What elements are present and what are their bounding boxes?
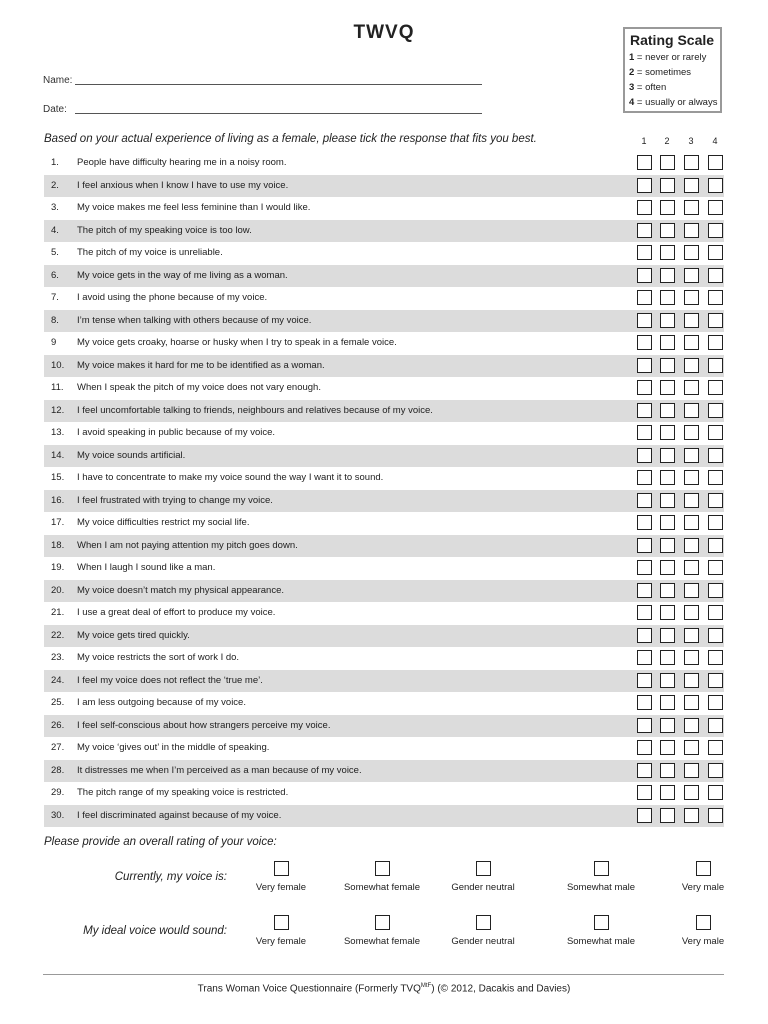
rating-checkbox-1[interactable] [637,515,652,530]
question-text: When I am not paying attention my pitch goes down. [77,539,298,551]
question-text: My voice difficulties restrict my social life. [77,517,250,528]
currently-very-male-checkbox[interactable] [696,861,711,876]
question-number: 22. [51,629,65,641]
question-text: I avoid speaking in public because of my voice. [77,427,276,438]
name-field[interactable] [75,84,482,85]
question-number: 28. [51,764,65,776]
question-text: My voice doesn’t match my physical appearance. [77,584,284,596]
rating-checkbox-4[interactable] [708,448,723,463]
rating-checkbox-4[interactable] [708,470,723,485]
rating-checkbox-4[interactable] [708,515,723,530]
rating-checkbox-1[interactable] [637,560,652,575]
rating-checkbox-1[interactable] [637,785,652,800]
question-text: I use a great deal of effort to produce my voice. [77,607,276,618]
rating-checkbox-2[interactable] [660,358,675,373]
ideal-very-female-checkbox[interactable] [274,915,289,930]
rating-checkbox-1[interactable] [637,178,652,193]
rating-checkbox-1[interactable] [637,493,652,508]
rating-checkbox-4[interactable] [708,785,723,800]
currently-very-female-checkbox[interactable] [274,861,289,876]
question-text: My voice restricts the sort of work I do. [77,652,240,663]
rating-checkbox-1[interactable] [637,628,652,643]
rating-checkbox-4[interactable] [708,200,723,215]
rating-checkbox-2[interactable] [660,290,675,305]
rating-checkbox-2[interactable] [660,515,675,530]
instructions: Based on your actual experience of living as a female, please tick the response that fits you best. [44,133,537,145]
question-text: My voice gets croaky, hoarse or husky when I try to speak in a female voice. [77,337,397,348]
name-label: Name: [43,75,73,86]
rating-checkbox-2[interactable] [660,155,675,170]
rating-checkbox-1[interactable] [637,313,652,328]
question-text: I am less outgoing because of my voice. [77,697,246,708]
rating-checkbox-2[interactable] [660,380,675,395]
rating-checkbox-1[interactable] [637,358,652,373]
question-text: I avoid using the phone because of my voice. [77,292,268,303]
question-text: My voice gets in the way of me living as a woman. [77,269,288,281]
currently-option-label: Very female [255,882,307,893]
rating-checkbox-3[interactable] [684,290,699,305]
rating-checkbox-4[interactable] [708,695,723,710]
rating-checkbox-2[interactable] [660,583,675,598]
rating-checkbox-1[interactable] [637,380,652,395]
overall-rating-heading: Please provide an overall rating of your voice: [44,836,277,848]
rating-checkbox-4[interactable] [708,425,723,440]
question-text: When I laugh I sound like a man. [77,562,216,573]
rating-checkbox-3[interactable] [684,583,699,598]
rating-checkbox-2[interactable] [660,245,675,260]
rating-checkbox-1[interactable] [637,335,652,350]
question-row [44,310,724,333]
rating-checkbox-3[interactable] [684,493,699,508]
question-text: The pitch range of my speaking voice is restricted. [77,787,289,798]
rating-checkbox-3[interactable] [684,808,699,823]
question-row [44,197,724,220]
ideal-somewhat-female-checkbox[interactable] [375,915,390,930]
question-number: 29. [51,787,65,798]
rating-checkbox-1[interactable] [637,290,652,305]
rating-checkbox-1[interactable] [637,650,652,665]
question-row [44,670,724,693]
rating-checkbox-2[interactable] [660,448,675,463]
question-text: My voice makes it hard for me to be identified as a woman. [77,359,325,371]
rating-checkbox-3[interactable] [684,268,699,283]
rating-checkbox-3[interactable] [684,223,699,238]
rating-checkbox-3[interactable] [684,200,699,215]
ideal-somewhat-male-checkbox[interactable] [594,915,609,930]
rating-checkbox-3[interactable] [684,695,699,710]
rating-checkbox-4[interactable] [708,808,723,823]
question-text: The pitch of my voice is unreliable. [77,247,223,258]
question-row [44,422,724,445]
question-number: 12. [51,404,65,416]
rating-checkbox-4[interactable] [708,583,723,598]
rating-checkbox-3[interactable] [684,560,699,575]
rating-checkbox-3[interactable] [684,763,699,778]
question-number: 19. [51,562,65,573]
question-text: My voice makes me feel less feminine than I would like. [77,202,311,213]
question-row [44,557,724,580]
rating-checkbox-4[interactable] [708,538,723,553]
rating-checkbox-3[interactable] [684,470,699,485]
question-row [44,805,724,828]
rating-checkbox-2[interactable] [660,808,675,823]
rating-checkbox-2[interactable] [660,740,675,755]
question-row [44,782,724,805]
rating-checkbox-2[interactable] [660,425,675,440]
rating-checkbox-2[interactable] [660,403,675,418]
question-number: 2. [51,179,59,191]
rating-checkbox-1[interactable] [637,808,652,823]
question-row [44,647,724,670]
question-number: 27. [51,742,65,753]
rating-checkbox-3[interactable] [684,605,699,620]
question-text: I feel my voice does not reflect the ‘true me’. [77,674,263,686]
rating-checkbox-4[interactable] [708,380,723,395]
footer: Trans Woman Voice Questionnaire (Formerly $TVQ^{MtF}$) (© 2012, Dacakis and Davies) [197,983,571,995]
rating-checkbox-2[interactable] [660,763,675,778]
rating-checkbox-3[interactable] [684,515,699,530]
question-number: 23. [51,652,65,663]
question-row [44,580,724,603]
question-number: 17. [51,517,65,528]
rating-scale-item: 3 = often [629,82,667,93]
question-text: When I speak the pitch of my voice does not vary enough. [77,382,321,393]
rating-checkbox-2[interactable] [660,605,675,620]
question-row [44,445,724,468]
question-number: 8. [51,314,59,326]
rating-checkbox-1[interactable] [637,605,652,620]
question-number: 16. [51,494,65,506]
question-row [44,692,724,715]
rating-checkbox-2[interactable] [660,493,675,508]
rating-scale-box [623,27,722,113]
column-header-2: 2 [664,136,670,146]
rating-checkbox-3[interactable] [684,313,699,328]
rating-checkbox-2[interactable] [660,560,675,575]
ideal-option-label: Gender neutral [451,936,515,947]
rating-checkbox-2[interactable] [660,178,675,193]
question-row [44,242,724,265]
question-text: My voice gets tired quickly. [77,629,190,641]
question-row [44,625,724,648]
rating-checkbox-1[interactable] [637,223,652,238]
rating-checkbox-3[interactable] [684,628,699,643]
rating-checkbox-1[interactable] [637,583,652,598]
rating-checkbox-1[interactable] [637,538,652,553]
question-number: 7. [51,292,59,303]
rating-checkbox-3[interactable] [684,785,699,800]
footer-divider [43,974,724,975]
rating-checkbox-3[interactable] [684,403,699,418]
rating-checkbox-4[interactable] [708,223,723,238]
rating-checkbox-4[interactable] [708,493,723,508]
question-row [44,602,724,625]
currently-option-label: Very male [681,882,725,893]
rating-checkbox-1[interactable] [637,470,652,485]
question-number: 4. [51,224,59,236]
rating-scale-item: 2 = sometimes [629,67,692,78]
question-number: 9 [51,337,57,348]
question-row [44,175,724,198]
rating-checkbox-3[interactable] [684,448,699,463]
question-number: 10. [51,359,65,371]
rating-checkbox-4[interactable] [708,605,723,620]
rating-checkbox-2[interactable] [660,785,675,800]
rating-scale-item: 1 = never or rarely [629,52,707,63]
rating-checkbox-2[interactable] [660,268,675,283]
question-text: I feel discriminated against because of my voice. [77,809,282,821]
rating-checkbox-4[interactable] [708,628,723,643]
rating-checkbox-3[interactable] [684,650,699,665]
rating-checkbox-4[interactable] [708,155,723,170]
rating-checkbox-3[interactable] [684,155,699,170]
currently-option-label: Gender neutral [451,882,515,893]
ideal-gender-neutral-checkbox[interactable] [476,915,491,930]
rating-checkbox-1[interactable] [637,673,652,688]
rating-checkbox-4[interactable] [708,290,723,305]
rating-checkbox-3[interactable] [684,358,699,373]
question-text: I have to concentrate to make my voice sound the way I want it to sound. [77,472,384,483]
rating-checkbox-4[interactable] [708,313,723,328]
question-text: I feel anxious when I know I have to use my voice. [77,179,289,191]
rating-checkbox-2[interactable] [660,628,675,643]
ideal-label: My ideal voice would sound: [83,925,227,937]
question-number: 6. [51,269,59,281]
date-field[interactable] [75,113,482,114]
question-number: 11. [51,382,64,393]
rating-checkbox-3[interactable] [684,538,699,553]
rating-checkbox-2[interactable] [660,650,675,665]
question-text: I feel self-conscious about how strangers perceive my voice. [77,719,331,731]
question-row [44,535,724,558]
rating-scale-item: 4 = usually or always [629,97,718,108]
date-label: Date: [43,104,67,115]
rating-checkbox-3[interactable] [684,380,699,395]
rating-checkbox-4[interactable] [708,178,723,193]
question-number: 26. [51,719,65,731]
rating-checkbox-3[interactable] [684,718,699,733]
question-number: 25. [51,697,65,708]
question-number: 5. [51,247,59,258]
rating-checkbox-1[interactable] [637,763,652,778]
question-row [44,400,724,423]
rating-checkbox-1[interactable] [637,740,652,755]
question-row [44,737,724,760]
ideal-option-label: Very male [681,936,725,947]
question-number: 3. [51,202,59,213]
rating-checkbox-2[interactable] [660,470,675,485]
ideal-option-label: Somewhat female [343,936,421,947]
question-text: People have difficulty hearing me in a noisy room. [77,157,287,168]
rating-checkbox-2[interactable] [660,200,675,215]
question-number: 13. [51,427,65,438]
question-text: I’m tense when talking with others because of my voice. [77,314,312,326]
rating-checkbox-3[interactable] [684,740,699,755]
ideal-option-label: Very female [255,936,307,947]
question-row [44,467,724,490]
question-text: It distresses me when I’m perceived as a man because of my voice. [77,764,362,776]
rating-checkbox-4[interactable] [708,268,723,283]
rating-checkbox-3[interactable] [684,673,699,688]
rating-checkbox-4[interactable] [708,335,723,350]
page-title: TWVQ [353,22,415,43]
question-row [44,377,724,400]
rating-checkbox-4[interactable] [708,358,723,373]
currently-somewhat-male-checkbox[interactable] [594,861,609,876]
currently-option-label: Somewhat male [566,882,636,893]
rating-checkbox-4[interactable] [708,560,723,575]
rating-checkbox-2[interactable] [660,335,675,350]
rating-checkbox-2[interactable] [660,718,675,733]
question-row [44,512,724,535]
question-row [44,287,724,310]
rating-checkbox-2[interactable] [660,223,675,238]
rating-checkbox-4[interactable] [708,763,723,778]
question-row [44,490,724,513]
question-text: My voice ‘gives out’ in the middle of speaking. [77,742,270,753]
column-header-1: 1 [641,136,647,146]
rating-checkbox-4[interactable] [708,673,723,688]
column-header-4: 4 [712,136,718,146]
question-number: 18. [51,539,65,551]
question-row [44,152,724,175]
question-row [44,760,724,783]
rating-checkbox-4[interactable] [708,718,723,733]
question-number: 1. [51,157,59,168]
question-row [44,332,724,355]
question-row [44,715,724,738]
rating-checkbox-4[interactable] [708,740,723,755]
rating-checkbox-1[interactable] [637,425,652,440]
rating-checkbox-2[interactable] [660,673,675,688]
ideal-option-label: Somewhat male [566,936,636,947]
rating-checkbox-1[interactable] [637,245,652,260]
rating-checkbox-3[interactable] [684,335,699,350]
question-row [44,220,724,243]
question-number: 21. [51,607,65,618]
currently-gender-neutral-checkbox[interactable] [476,861,491,876]
question-number: 20. [51,584,65,596]
rating-checkbox-3[interactable] [684,245,699,260]
rating-checkbox-3[interactable] [684,425,699,440]
rating-checkbox-1[interactable] [637,268,652,283]
rating-checkbox-1[interactable] [637,718,652,733]
rating-checkbox-1[interactable] [637,155,652,170]
question-number: 30. [51,809,65,821]
question-text: I feel uncomfortable talking to friends, neighbours and relatives because of my voice. [77,404,433,416]
currently-option-label: Somewhat female [343,882,421,893]
rating-scale-title: Rating Scale [630,32,715,48]
question-row [44,265,724,288]
question-text: I feel frustrated with trying to change my voice. [77,494,273,506]
rating-checkbox-2[interactable] [660,695,675,710]
currently-somewhat-female-checkbox[interactable] [375,861,390,876]
rating-checkbox-1[interactable] [637,695,652,710]
rating-checkbox-2[interactable] [660,538,675,553]
rating-checkbox-2[interactable] [660,313,675,328]
rating-checkbox-3[interactable] [684,178,699,193]
rating-checkbox-1[interactable] [637,448,652,463]
question-text: My voice sounds artificial. [77,449,186,461]
question-number: 15. [51,472,65,483]
question-number: 24. [51,674,65,686]
rating-checkbox-4[interactable] [708,403,723,418]
ideal-very-male-checkbox[interactable] [696,915,711,930]
rating-checkbox-4[interactable] [708,245,723,260]
column-header-3: 3 [688,136,694,146]
rating-checkbox-1[interactable] [637,200,652,215]
rating-checkbox-1[interactable] [637,403,652,418]
currently-label: Currently, my voice is: [114,871,227,883]
question-row [44,355,724,378]
question-text: The pitch of my speaking voice is too low. [77,224,252,236]
question-number: 14. [51,449,65,461]
rating-checkbox-4[interactable] [708,650,723,665]
